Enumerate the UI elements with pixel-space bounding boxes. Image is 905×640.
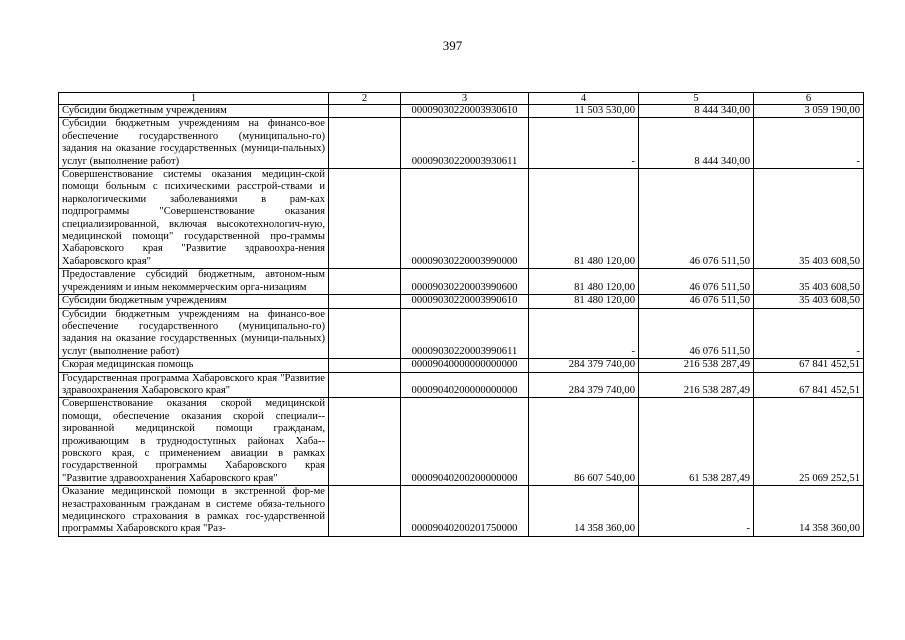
table-row (59, 105, 864, 118)
row-value-4: 81 480 120,00 (529, 295, 639, 308)
table-row (59, 118, 864, 169)
row-code: 00009040000000000000 (401, 359, 529, 372)
row-code: 00009030220003930611 (401, 118, 529, 169)
table-header-row (59, 93, 864, 105)
row-code: 00009040200000000000 (401, 372, 529, 398)
row-code: 00009030220003930610 (401, 105, 529, 118)
row-value-5: 46 076 511,50 (639, 169, 754, 269)
budget-table (58, 92, 864, 537)
table-row (59, 169, 864, 269)
row-code: 00009040200200000000 (401, 398, 529, 486)
table-row (59, 486, 864, 537)
row-value-4: 284 379 740,00 (529, 359, 639, 372)
row-col2 (329, 486, 401, 537)
row-value-5: 8 444 340,00 (639, 105, 754, 118)
row-name: Субсидии бюджетным учреждениям (59, 105, 329, 118)
row-code: 00009040200201750000 (401, 486, 529, 537)
row-value-4: 284 379 740,00 (529, 372, 639, 398)
row-col2 (329, 295, 401, 308)
row-value-5: 216 538 287,49 (639, 359, 754, 372)
row-value-5: 216 538 287,49 (639, 372, 754, 398)
row-col2 (329, 398, 401, 486)
column-header-4: 4 (529, 93, 639, 105)
row-value-5: - (639, 486, 754, 537)
table-row (59, 372, 864, 398)
row-col2 (329, 308, 401, 359)
row-value-5: 8 444 340,00 (639, 118, 754, 169)
row-name: Субсидии бюджетным учреждениям на финансо-вое обеспечение государственного (муниципально-го) задания на оказание государственных (муници-пальных) услуг (выполнение работ) (59, 308, 329, 359)
row-name: Совершенствование оказания скорой медицинской помощи, обеспечение оказания скорой специали-зированной медицинской помощи гражданам, проживающим в труднодоступных районах Хаба-ровского края, с применением авиации в рамках государственной программы Хабаровского края "Развитие здравоохранения Хабаровского края" (59, 398, 329, 486)
table-row (59, 269, 864, 295)
row-value-5: 61 538 287,49 (639, 398, 754, 486)
row-name: Предоставление субсидий бюджетным, автоном-ным учреждениям и иным некоммерческим орга-низациям (59, 269, 329, 295)
row-code: 00009030220003990000 (401, 169, 529, 269)
row-value-4: - (529, 308, 639, 359)
row-col2 (329, 359, 401, 372)
row-value-4: 81 480 120,00 (529, 169, 639, 269)
column-header-2: 2 (329, 93, 401, 105)
row-value-4: 11 503 530,00 (529, 105, 639, 118)
column-header-1: 1 (59, 93, 329, 105)
row-value-4: 86 607 540,00 (529, 398, 639, 486)
row-col2 (329, 105, 401, 118)
row-value-6: 35 403 608,50 (754, 169, 864, 269)
row-value-5: 46 076 511,50 (639, 295, 754, 308)
row-value-6: 3 059 190,00 (754, 105, 864, 118)
row-name: Совершенствование системы оказания медицин-ской помощи больным с психическими расстрой-ствами и наркологическими заболеваниями в рам-ках подпрограммы "Совершенствование оказания специализированной, включая высокотехнологич-ную, медицинской помощи" государственной про-граммы Хабаровского края "Развитие здравоохра-нения Хабаровского края" (59, 169, 329, 269)
row-name: Субсидии бюджетным учреждениям (59, 295, 329, 308)
row-col2 (329, 169, 401, 269)
row-col2 (329, 118, 401, 169)
column-header-3: 3 (401, 93, 529, 105)
row-name: Скорая медицинская помощь (59, 359, 329, 372)
table-row (59, 398, 864, 486)
column-header-6: 6 (754, 93, 864, 105)
row-value-5: 46 076 511,50 (639, 269, 754, 295)
row-name: Оказание медицинской помощи в экстренной фор-ме незастрахованным гражданам в системе обяза-тельного медицинского страхования в рамках гос-ударственной программы Хабаровского края "Раз- (59, 486, 329, 537)
row-value-6: 35 403 608,50 (754, 269, 864, 295)
row-code: 00009030220003990611 (401, 308, 529, 359)
row-value-6: 35 403 608,50 (754, 295, 864, 308)
row-col2 (329, 372, 401, 398)
row-code: 00009030220003990600 (401, 269, 529, 295)
row-value-6: 14 358 360,00 (754, 486, 864, 537)
row-value-6: - (754, 118, 864, 169)
row-value-6: - (754, 308, 864, 359)
row-value-6: 25 069 252,51 (754, 398, 864, 486)
page-number: 397 (442, 38, 463, 53)
row-code: 00009030220003990610 (401, 295, 529, 308)
row-value-4: 81 480 120,00 (529, 269, 639, 295)
row-value-4: - (529, 118, 639, 169)
table-row (59, 308, 864, 359)
row-name: Субсидии бюджетным учреждениям на финансо-вое обеспечение государственного (муниципально-го) задания на оказание государственных (муници-пальных) услуг (выполнение работ) (59, 118, 329, 169)
row-col2 (329, 269, 401, 295)
row-value-4: 14 358 360,00 (529, 486, 639, 537)
row-value-5: 46 076 511,50 (639, 308, 754, 359)
row-value-6: 67 841 452,51 (754, 372, 864, 398)
table-row (59, 359, 864, 372)
row-name: Государственная программа Хабаровского края "Развитие здравоохранения Хабаровского края" (59, 372, 329, 398)
row-value-6: 67 841 452,51 (754, 359, 864, 372)
table-row (59, 295, 864, 308)
column-header-5: 5 (639, 93, 754, 105)
